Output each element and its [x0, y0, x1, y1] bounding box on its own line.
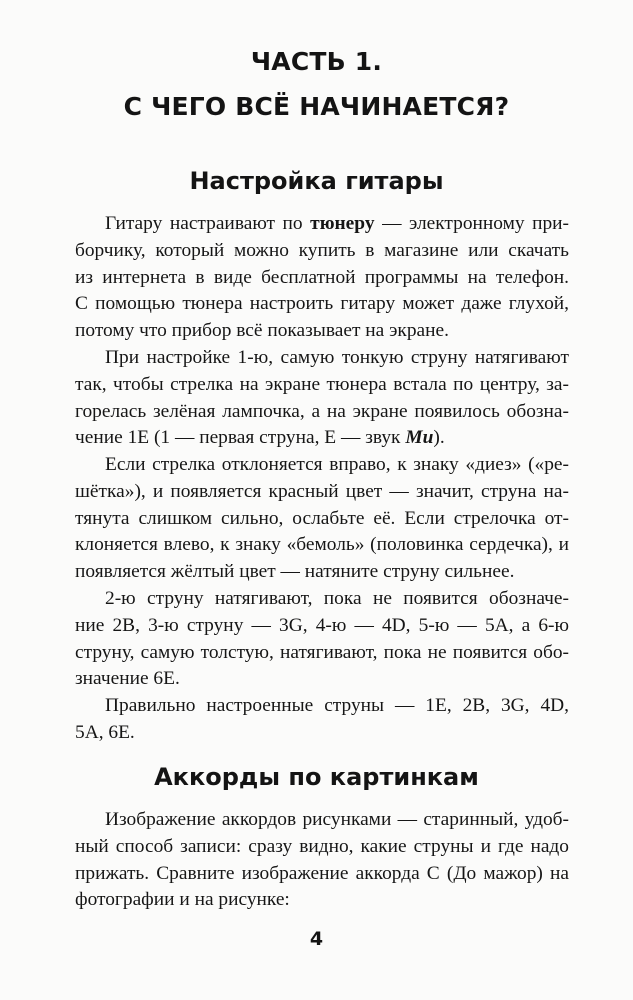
- text-line: так, чтобы стрелка на экране тюнера встала по центру, за-: [75, 373, 569, 395]
- section-title-chord-pictures: Аккорды по картинкам: [154, 763, 479, 791]
- paragraph: [75, 693, 569, 747]
- section-title-guitar-tuning: Настройка гитары: [189, 167, 444, 195]
- text-line: тянута слишком сильно, ослабьте её. Если стрелочка от-: [75, 507, 569, 529]
- text-line: чение 1E (1 — первая струна, E — звук Ми).: [75, 427, 445, 449]
- text-line: прижать. Сравните изображение аккорда C (До мажор) на: [75, 862, 569, 884]
- text-line: При настройке 1-ю, самую тонкую струну натягивают: [105, 347, 569, 368]
- paragraph: [75, 807, 569, 914]
- text-line: шётка»), и появляется красный цвет — значит, струна на-: [75, 480, 569, 502]
- text-line: Правильно настроенные струны — 1E, 2B, 3G, 4D,: [105, 695, 569, 716]
- text-line: появляется жёлтый цвет — натяните струну сильнее.: [75, 561, 515, 583]
- text-line: С помощью тюнера настроить гитару может даже глухой,: [75, 293, 569, 315]
- text-line: значение 6E.: [75, 668, 180, 690]
- text-line: борчику, который можно купить в магазине или скачать: [75, 239, 569, 261]
- text-line: ный способ записи: сразу видно, какие струны и где надо: [75, 835, 569, 857]
- text-line: струну, самую толстую, натягивают, пока не появится обо-: [75, 641, 569, 663]
- text-line: из интернета в виде бесплатной программы на телефон.: [75, 266, 569, 288]
- text-line: 2-ю струну натягивают, пока не появится обозначе-: [105, 588, 569, 609]
- text-line: потому что прибор всё показывает на экране.: [75, 320, 449, 342]
- text-line: Гитару настраивают по тюнеру — электронному при-: [105, 213, 569, 234]
- text-line: 5A, 6E.: [75, 721, 135, 743]
- text-line: ние 2B, 3-ю струну — 3G, 4-ю — 4D, 5-ю — 5A, а 6-ю: [75, 614, 569, 636]
- text-line: фотографии и на рисунке:: [75, 889, 290, 911]
- page-number: 4: [309, 928, 324, 950]
- paragraph: [75, 586, 569, 693]
- text-line: клоняется влево, к знаку «бемоль» (половинка сердечка), и: [75, 534, 569, 556]
- paragraph: [75, 452, 569, 586]
- text-line: Если стрелка отклоняется вправо, к знаку «диез» («ре-: [105, 454, 569, 475]
- paragraph: [75, 211, 569, 345]
- paragraph: [75, 345, 569, 452]
- text-line: горелась зелёная лампочка, а на экране появилось обозна-: [75, 400, 569, 422]
- text-line: Изображение аккордов рисунками — старинный, удоб-: [105, 809, 569, 830]
- note-name: Ми: [405, 427, 434, 449]
- part-title-line1: ЧАСТЬ 1.: [250, 47, 383, 76]
- bold-term: тюнеру: [310, 213, 375, 234]
- part-title-line2: С ЧЕГО ВСЁ НАЧИНАЕТСЯ?: [123, 92, 510, 121]
